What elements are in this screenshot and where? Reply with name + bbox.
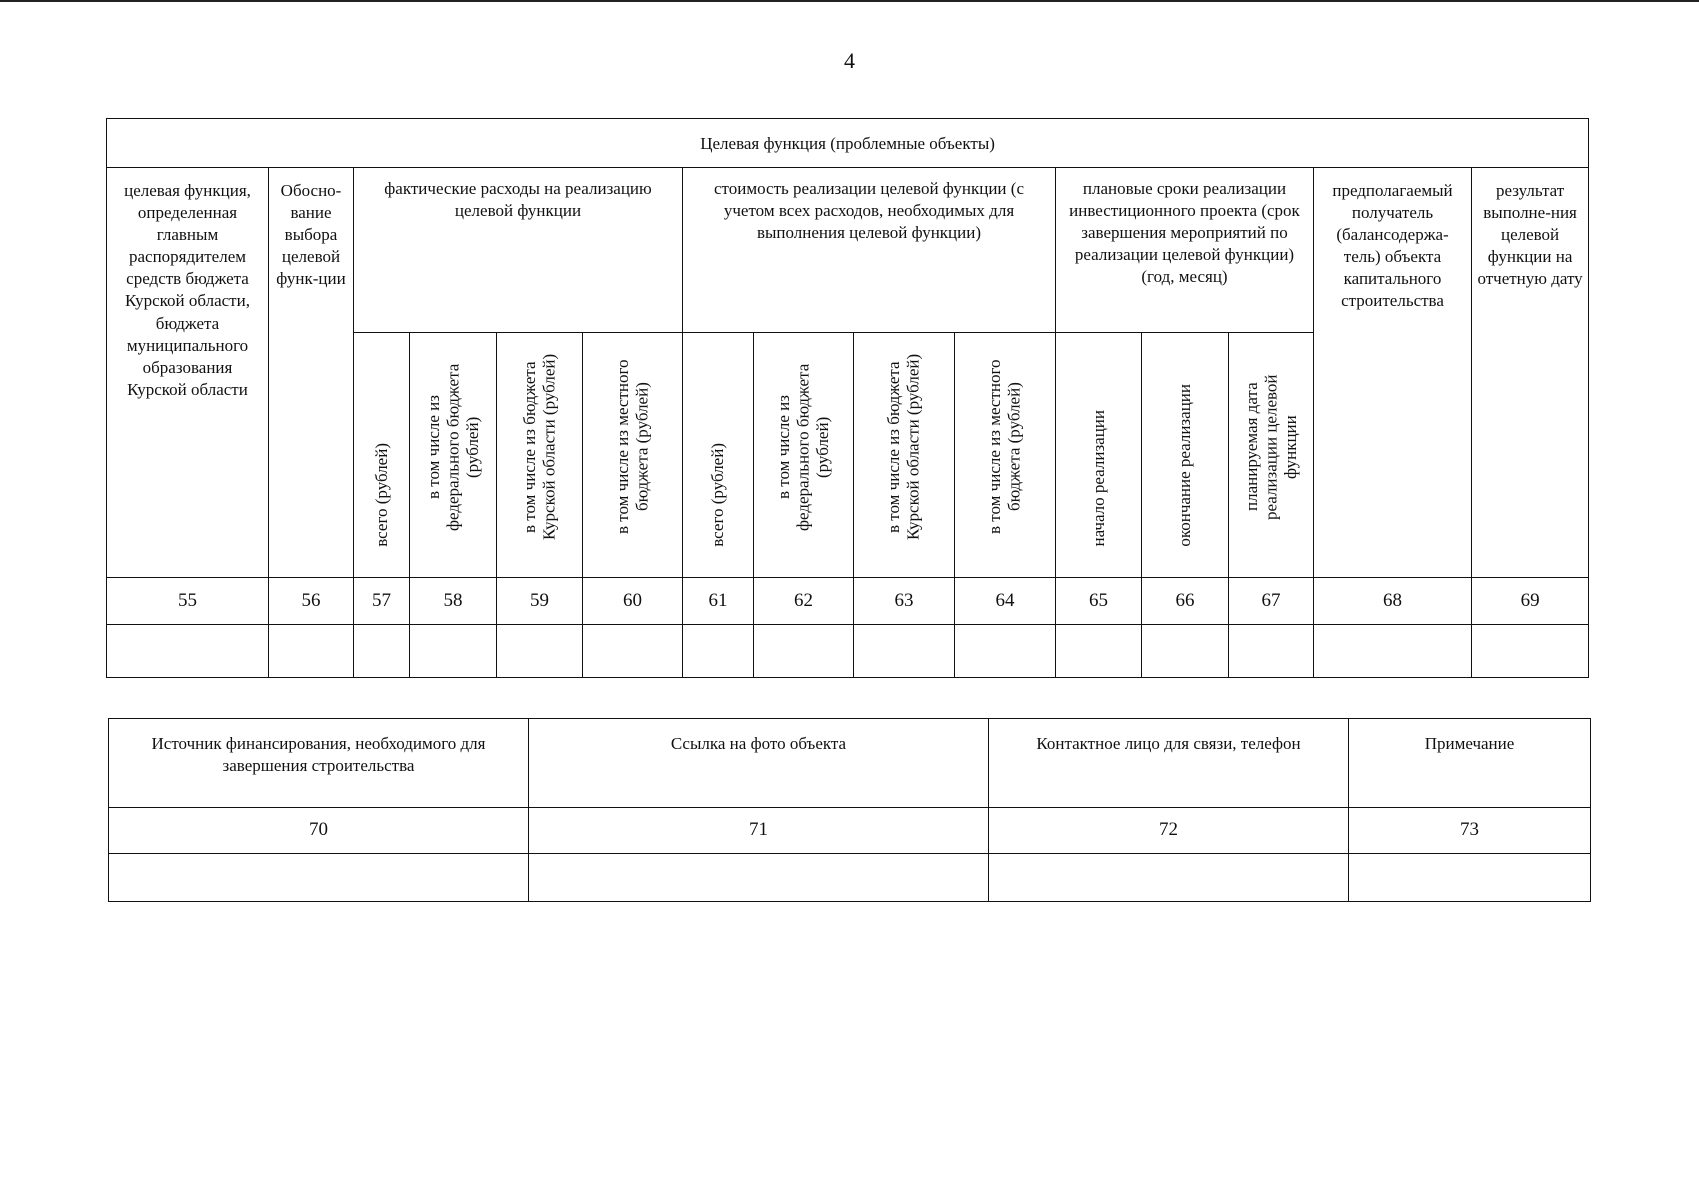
subheader-actual-local: в том числе из местного бюджета (рублей) [583,333,683,578]
empty-cell [1142,625,1229,678]
column-number: 63 [854,578,955,625]
target-function-table [106,118,1589,678]
empty-cell [1349,854,1591,902]
header-justification: Обосно-вание выбора целевой функ-ции [269,168,354,578]
empty-cell [754,625,854,678]
header-note: Примечание [1349,719,1591,808]
empty-cell [1229,625,1314,678]
column-number: 71 [529,808,989,854]
column-number: 58 [410,578,497,625]
header-actual-expenses: фактические расходы на реализацию целевой функции [354,168,683,333]
header-planned-terms: плановые сроки реализации инвестиционного проекта (срок завершения мероприятий по реализации целевой функции) (год, месяц) [1056,168,1314,333]
header-implementation-cost: стоимость реализации целевой функции (с учетом всех расходов, необходимых для выполнения целевой функции) [683,168,1056,333]
header-result: результат выполне-ния целевой функции на отчетную дату [1472,168,1589,578]
subheader-end: окончание реализации [1142,333,1229,578]
column-number: 66 [1142,578,1229,625]
header-target-function: целевая функция, определенная главным распорядителем средств бюджета Курской области, бюджета муниципального образования Курской области [107,168,269,578]
empty-cell [854,625,955,678]
column-number: 72 [989,808,1349,854]
table-title: Целевая функция (проблемные объекты) [107,119,1589,168]
column-number: 56 [269,578,354,625]
empty-cell [497,625,583,678]
subheader-cost-federal: в том числе из федерального бюджета (рублей) [754,333,854,578]
subheader-actual-total: всего (рублей) [354,333,410,578]
empty-cell [955,625,1056,678]
column-number: 64 [955,578,1056,625]
column-number: 69 [1472,578,1589,625]
empty-data-row [109,854,1591,902]
column-number: 67 [1229,578,1314,625]
subheader-actual-regional: в том числе из бюджета Курской области (рублей) [497,333,583,578]
header-recipient: предполагаемый получатель (балансодержа-тель) объекта капитального строительства [1314,168,1472,578]
subheader-start: начало реализации [1056,333,1142,578]
column-number-row [107,578,1589,625]
column-number: 61 [683,578,754,625]
header-photo-link: Ссылка на фото объекта [529,719,989,808]
table-title-row [107,119,1589,168]
empty-cell [1056,625,1142,678]
empty-cell [107,625,269,678]
empty-cell [583,625,683,678]
column-number-row [109,808,1591,854]
column-number: 65 [1056,578,1142,625]
header-funding-source: Источник финансирования, необходимого для завершения строительства [109,719,529,808]
empty-cell [1314,625,1472,678]
subheader-cost-regional: в том числе из бюджета Курской области (рублей) [854,333,955,578]
column-number: 68 [1314,578,1472,625]
empty-cell [1472,625,1589,678]
header-contact-person: Контактное лицо для связи, телефон [989,719,1349,808]
empty-data-row [107,625,1589,678]
column-number: 62 [754,578,854,625]
empty-cell [109,854,529,902]
subheader-cost-local: в том числе из местного бюджета (рублей) [955,333,1056,578]
subheader-planned-date: планируемая дата реализации целевой функции [1229,333,1314,578]
column-number: 70 [109,808,529,854]
additional-info-table [108,718,1591,902]
empty-cell [269,625,354,678]
column-number: 59 [497,578,583,625]
column-number: 60 [583,578,683,625]
top-rule [0,0,1699,2]
empty-cell [410,625,497,678]
empty-cell [529,854,989,902]
empty-cell [354,625,410,678]
subheader-cost-total: всего (рублей) [683,333,754,578]
header-row [107,168,1589,333]
column-number: 55 [107,578,269,625]
subheader-actual-federal: в том числе из федерального бюджета (рублей) [410,333,497,578]
column-number: 57 [354,578,410,625]
empty-cell [989,854,1349,902]
page-number: 4 [844,48,855,73]
column-number: 73 [1349,808,1591,854]
empty-cell [683,625,754,678]
header-row [109,719,1591,808]
